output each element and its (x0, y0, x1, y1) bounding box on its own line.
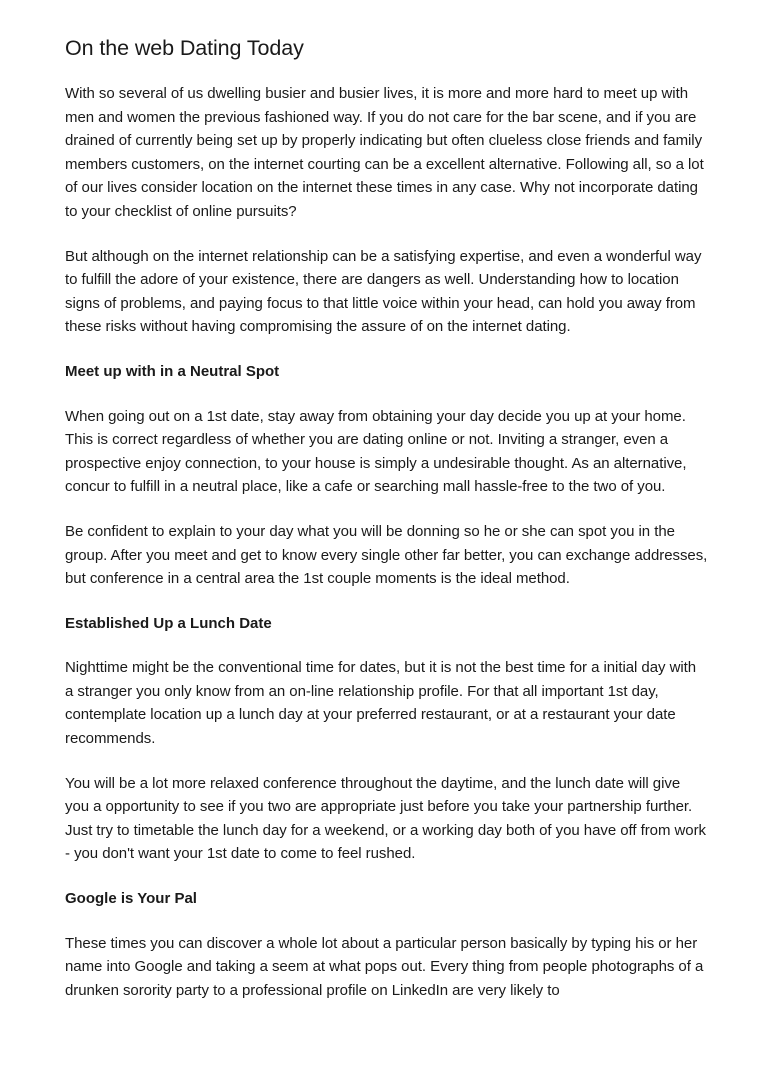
paragraph-neutral-spot: When going out on a 1st date, stay away from obtaining your day decide you up at your home. This is correct regardless of whether you are dating online or not. Inviting a stranger, even a prospective enjoy connection, to your house is simply a undesirable thought. As an alternative, concur to fulfill in a neutral place, like a cafe or searching mall hassle-free to the two of you. (65, 407, 687, 496)
section-heading-neutral-spot: Meet up with in a Neutral Spot (65, 362, 280, 380)
paragraph-intro: With so several of us dwelling busier and busier lives, it is more and more hard to meet up with men and women the previous fashioned way. If you do not care for the bar scene, and if you are drained of currently being set up by properly indicating but often clueless close friends and family members customers, on the internet courting can be a excellent alternative. Following all, so a lot of our lives consider location on the internet these times in any case. Why not incorporate dating to your checklist of online pursuits? (65, 85, 704, 220)
paragraph-dangers: But although on the internet relationship can be a satisfying expertise, and even a wonderful way to fulfill the adore of your existence, there are dangers as well. Understanding how to location signs of problems, and paying focus to that little voice within your head, can hold you away from these risks without having compromising the assure of on the internet dating. (65, 247, 702, 336)
paragraph-google: These times you can discover a whole lot about a particular person basically by typing his or her name into Google and taking a seem at what pops out. Every thing from people photographs of a drunken sorority party to a professional profile on LinkedIn are very likely to (65, 934, 704, 999)
document-title: On the web Dating Today (65, 36, 304, 60)
section-heading-lunch-date: Established Up a Lunch Date (65, 614, 272, 632)
section-heading-google: Google is Your Pal (65, 890, 197, 908)
paragraph-relaxed: You will be a lot more relaxed conference throughout the daytime, and the lunch date will give you a opportunity to see if you two are appropriate just before you take your partnership further. Just try to timetable the lunch day for a weekend, or a working day both of you have off from work - you don't want your 1st date to come to feel rushed. (65, 774, 706, 863)
paragraph-explain-clothing: Be confident to explain to your day what you will be donning so he or she can spot you in the group. After you meet and get to know every single other far better, you can exchange addresses, but conference in a central area the 1st couple moments is the ideal method. (65, 522, 708, 588)
paragraph-nighttime: Nighttime might be the conventional time for dates, but it is not the best time for a initial day with a stranger you only know from an on-line relationship profile. For that all important 1st day, contemplate location up a lunch day at your preferred restaurant, or at a restaurant your date recommends. (65, 659, 697, 748)
